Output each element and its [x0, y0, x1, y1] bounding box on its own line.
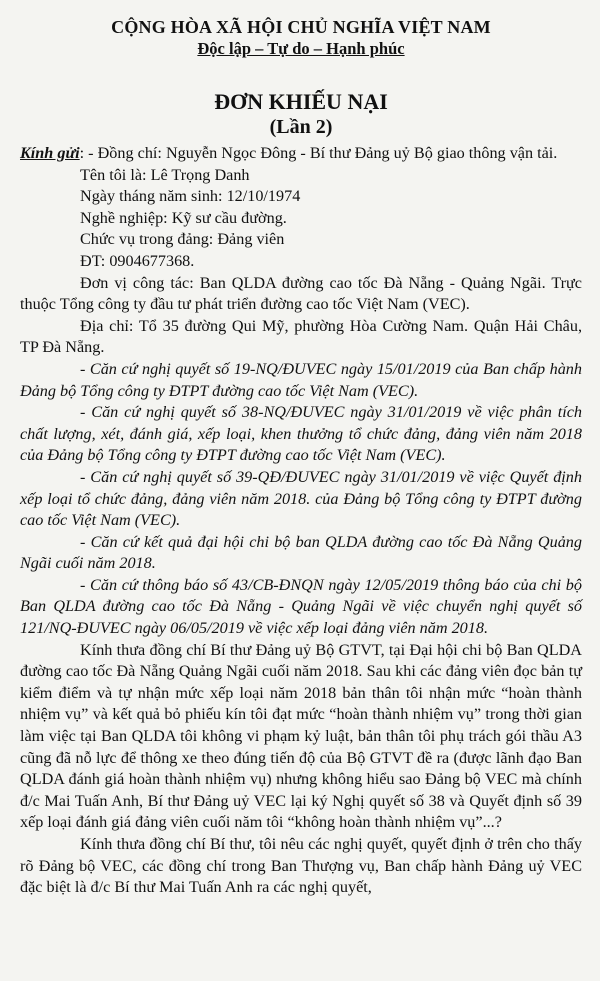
motto: Độc lập – Tự do – Hạnh phúc [197, 39, 405, 58]
document-subtitle: (Lần 2) [269, 116, 333, 138]
recipient-line [20, 143, 582, 165]
info-name: Tên tôi là: Lê Trọng Danh [80, 165, 250, 184]
document-title: ĐƠN KHIẾU NẠI [214, 89, 388, 114]
national-title: CỘNG HÒA XÃ HỘI CHỦ NGHĨA VIỆT NAM [111, 17, 491, 37]
basis-item: - Căn cứ nghị quyết số 19-NQ/ĐUVEC ngày 15/01/2019 của Ban chấp hành Đảng bộ Tổng công ty ĐTPT đường cao tốc Việt Nam (VEC). [20, 359, 582, 400]
info-job: Nghề nghiệp: Kỹ sư cầu đường. [80, 208, 287, 227]
recipient-text: : - Đồng chí: Nguyễn Ngọc Đông - Bí thư Đảng uỷ Bộ giao thông vận tải. [79, 144, 558, 162]
address: Địa chỉ: Tổ 35 đường Qui Mỹ, phường Hòa Cường Nam. Quận Hải Châu, TP Đà Nẵng. [20, 316, 582, 357]
work-unit: Đơn vị công tác: Ban QLDA đường cao tốc Đà Nẵng - Quảng Ngãi. Trực thuộc Tổng công ty đầu tư phát triển đường cao tốc Việt Nam (VEC). [20, 273, 582, 314]
document-body [20, 143, 582, 899]
basis-item: - Căn cứ nghị quyết số 39-QĐ/ĐUVEC ngày 31/01/2019 về việc Quyết định xếp loại tổ chức đảng, đảng viên năm 2018. của Đảng bộ Tổng công ty ĐTPT đường cao tốc Việt Nam (VEC). [20, 467, 582, 530]
info-party-role: Chức vụ trong đảng: Đảng viên [80, 230, 285, 249]
body-paragraph: Kính thưa đồng chí Bí thư Đảng uỷ Bộ GTVT, tại Đại hội chi bộ Ban QLDA đường cao tốc Đà Nẵng Quảng Ngãi cuối năm 2018. Sau khi các đảng viên đọc bản tự kiểm điểm và tự nhận mức xếp loại năm 2018 bản thân tôi nhận mức “hoàn thành nhiệm vụ” và kết quả bỏ phiếu kín tôi đạt mức “hoàn thành nhiệm vụ” trong thời gian làm việc tại Ban QLDA tôi không vi phạm kỷ luật, bản thân tôi phụ trách gói thầu A3 cũng đã nỗ lực để thông xe theo đúng tiến độ của Bộ GTVT đề ra (được lãnh đạo Ban QLDA đánh giá hoàn thành nhiệm vụ) nhưng không hiểu sao Đảng bộ VEC mà chính đ/c Mai Tuấn Anh, Bí thư Đảng uỷ VEC lại ký Nghị quyết số 38 và Quyết định số 39 xếp loại đánh giá đảng viên cuối năm tôi “không hoàn thành nhiệm vụ”...? [20, 640, 582, 832]
basis-item: - Căn cứ kết quả đại hội chi bộ ban QLDA đường cao tốc Đà Nẵng Quảng Ngãi cuối năm 2018. [20, 532, 582, 573]
basis-item: - Căn cứ thông báo số 43/CB-ĐNQN ngày 12/05/2019 thông báo của chi bộ Ban QLDA đường cao tốc Đà Nẵng - Quảng Ngãi về việc chuyển nghị quyết số 121/NQ-ĐUVEC ngày 06/05/2019 về việc xếp loại đảng viên năm 2018. [20, 575, 582, 638]
info-phone: ĐT: 0904677368. [80, 251, 195, 270]
basis-item: - Căn cứ nghị quyết số 38-NQ/ĐUVEC ngày 31/01/2019 về việc phân tích chất lượng, xét, đánh giá, xếp loại, khen thưởng tổ chức đảng, đảng viên năm 2018 của Đảng bộ Tổng công ty ĐTPT đường cao tốc Việt Nam (VEC). [20, 403, 582, 465]
info-birth: Ngày tháng năm sinh: 12/10/1974 [80, 187, 301, 206]
recipient-label: Kính gửi [20, 144, 80, 162]
body-paragraph: Kính thưa đồng chí Bí thư, tôi nêu các nghị quyết, quyết định ở trên cho thấy rõ Đảng bộ VEC, các đồng chí trong Ban Thượng vụ, Ban chấp hành Đảng uỷ VEC đặc biệt là đ/c Bí thư Mai Tuấn Anh ra các nghị quyết, [20, 835, 582, 897]
